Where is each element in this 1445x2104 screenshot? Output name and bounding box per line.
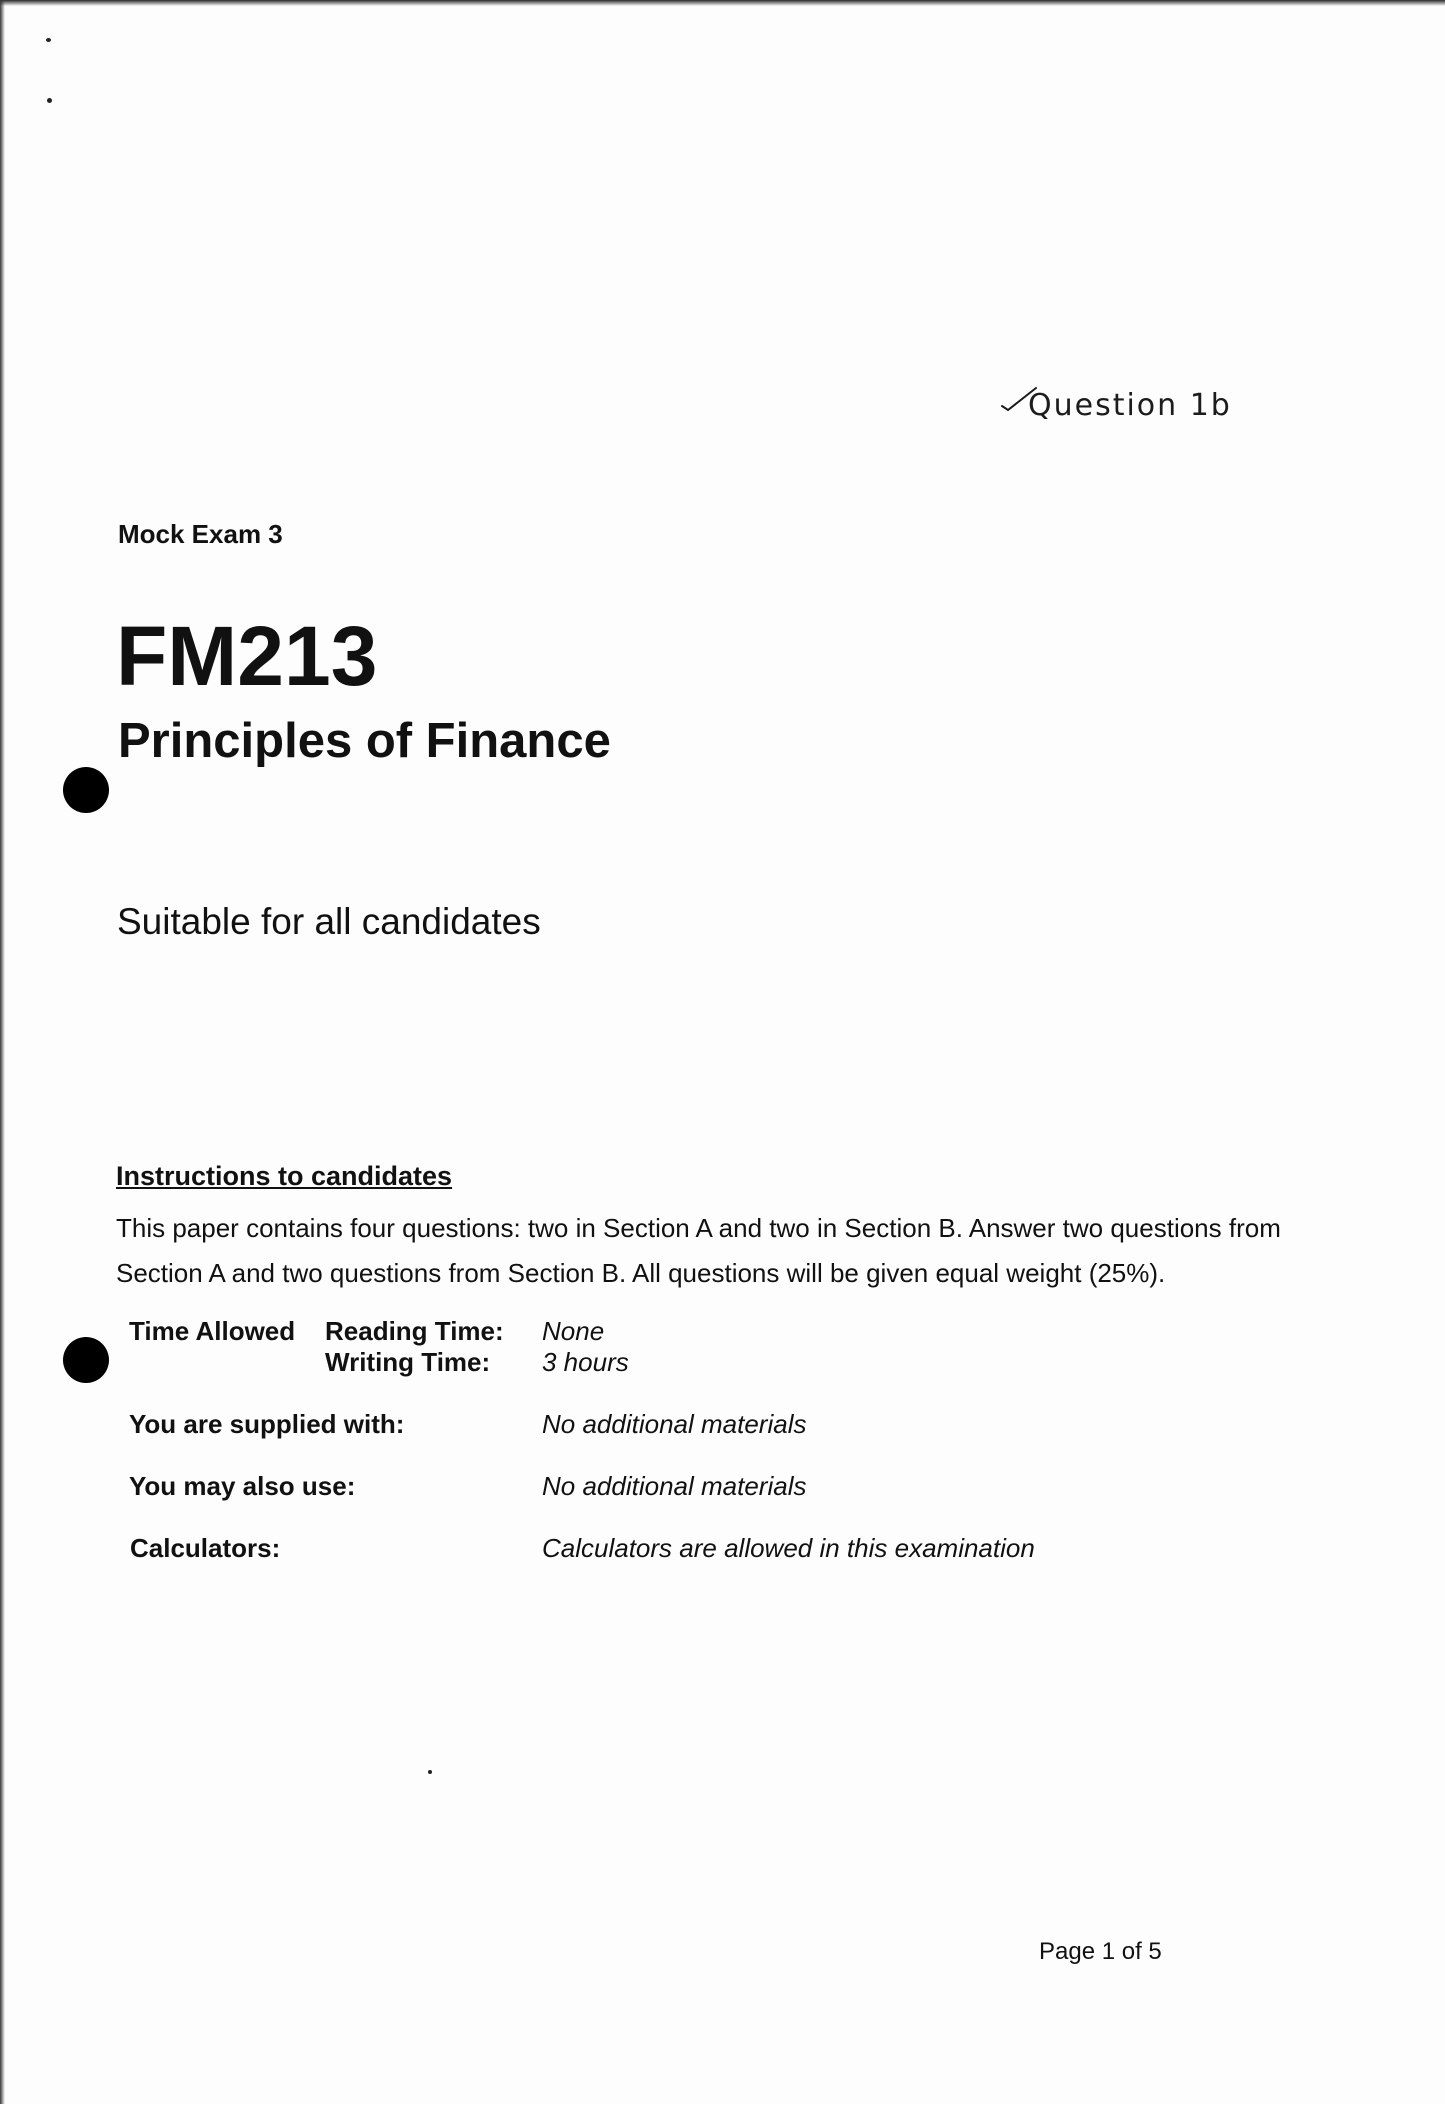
scan-left-edge — [0, 0, 5, 2104]
supplied-value: No additional materials — [542, 1409, 807, 1439]
may-use-value: No additional materials — [542, 1471, 807, 1501]
writing-time-value: 3 hours — [542, 1347, 629, 1377]
time-allowed-label: Time Allowed — [129, 1316, 296, 1346]
tick-mark-icon — [1000, 384, 1040, 414]
course-code: FM213 — [116, 609, 378, 703]
scan-top-edge — [0, 0, 1445, 6]
scan-speck — [428, 1770, 432, 1774]
writing-time-label: Writing Time: — [325, 1347, 491, 1377]
calculators-label: Calculators: — [130, 1533, 281, 1563]
calculators-value: Calculators are allowed in this examination — [542, 1533, 1035, 1563]
scan-speck — [47, 98, 52, 103]
scan-speck — [46, 38, 51, 42]
punch-hole — [63, 767, 109, 813]
exam-label: Mock Exam 3 — [118, 519, 283, 549]
instructions-heading: Instructions to candidates — [116, 1161, 453, 1191]
handwritten-note: Question 1b — [1028, 388, 1232, 423]
course-title: Principles of Finance — [118, 714, 611, 768]
page-number: Page 1 of 5 — [1039, 1938, 1162, 1965]
punch-hole — [63, 1337, 109, 1383]
instructions-text: This paper contains four questions: two in Section A and two in Section B. Answer two questions from Section A and two questions from Section B. All questions will be given equal weight (25%). — [116, 1213, 1281, 1288]
suitability-statement: Suitable for all candidates — [117, 901, 541, 942]
reading-time-label: Reading Time: — [325, 1316, 504, 1346]
may-use-label: You may also use: — [129, 1471, 356, 1501]
reading-time-value: None — [542, 1316, 605, 1346]
supplied-label: You are supplied with: — [129, 1409, 405, 1439]
handwritten-annotation — [1000, 388, 1232, 423]
